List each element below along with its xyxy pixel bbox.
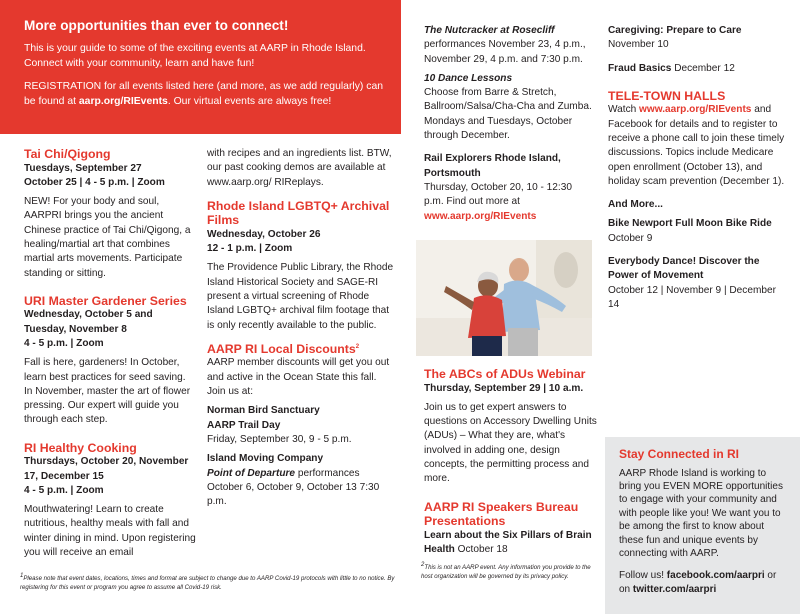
- rail-explorers-link[interactable]: www.aarp.org/RIEvents: [424, 210, 537, 222]
- intro-title: More opportunities than ever to connect!: [24, 18, 289, 33]
- adu-date: Thursday, September 29 | 10 a.m.: [424, 382, 584, 394]
- moving-company-name: Island Moving Company: [207, 453, 324, 465]
- tai-chi-title: Tai Chi/Qigong: [24, 147, 111, 161]
- adu-title: The ABCs of ADUs Webinar: [424, 367, 586, 381]
- telehalls-title: TELE-TOWN HALLS: [608, 88, 726, 103]
- rail-explorers-title: Rail Explorers Rhode Island, Portsmouth: [424, 153, 561, 179]
- gardener-time: 4 - 5 p.m. | Zoom: [24, 337, 104, 349]
- intro-paragraph: This is your guide to some of the exciting events at AARP in Rhode Island. Connect with your community, learn and have fun!: [24, 43, 366, 70]
- cooking-description: Mouthwatering! Learn to create nutritious, healthy meals with fall and winter dining in mind. Upon registering you will receive an email: [24, 504, 196, 559]
- bike-ride-title: Bike Newport Full Moon Bike Ride: [608, 218, 772, 230]
- bike-ride-date: October 9: [608, 232, 653, 244]
- fraud-title: Fraud Basics: [608, 62, 672, 74]
- intro-registration-end: . Our virtual events are always free!: [167, 96, 332, 108]
- dance-lessons-description: Choose from Barre & Stretch, Ballroom/Salsa/Cha-Cha and Zumba. Mondays and Tuesdays, October through December.: [424, 87, 592, 142]
- nutcracker-title: The Nutcracker at Rosecliff: [424, 25, 555, 36]
- telehalls-link[interactable]: www.aarp.org/RIEvents: [639, 104, 752, 116]
- everybody-dance-dates: October 12 | November 9 | December 14: [608, 284, 776, 310]
- footnote-1-text: Please note that event dates, locations, times and format are subject to change due to AARP Covid-19 protocols with little to no notice. By registering for this event or program you agree to assume all Covid-19 risk.: [20, 575, 395, 591]
- films-date: Wednesday, October 26: [207, 228, 321, 240]
- facebook-link[interactable]: facebook.com/aarpri: [666, 570, 765, 582]
- tai-chi-description: NEW! For your body and soul, AARPRI brings you the ancient Chinese practice of Tai Chi/Qigong, a healing/martial art that combines martial arts movements. Participate standing or sitting.: [24, 196, 191, 279]
- telehalls-description: [608, 103, 786, 189]
- footnote-non-aarp: [421, 563, 599, 581]
- registration-link[interactable]: aarp.org/RIEvents: [78, 96, 168, 108]
- speakers-title: AARP RI Speakers Bureau Presentations: [424, 499, 579, 529]
- caregiving-title: Caregiving: Prepare to Care: [608, 25, 742, 36]
- intro-registration: [24, 79, 385, 110]
- adu-description: Join us to get expert answers to questions on Accessory Dwelling Units (ADUs) – What they are, what's involved in adding one, design concepts, the permitting process and more.: [424, 401, 597, 485]
- twitter-link[interactable]: twitter.com/aarpri: [632, 583, 717, 595]
- stay-connected-box: [605, 437, 800, 614]
- stay-connected-title: Stay Connected in RI: [619, 447, 740, 461]
- follow-us: [619, 569, 790, 596]
- telehalls-body: and Facebook for details and to register to receive a phone call to join these timely discussions. Topics include Medicare open enrollment (October 13), and holiday scam prevention (December 1).: [608, 104, 785, 187]
- films-title: Rhode Island LGBTQ+ Archival Films: [207, 198, 390, 228]
- everybody-dance-title: Everybody Dance! Discover the Power of Movement: [608, 256, 760, 282]
- gardener-title: URI Master Gardener Series: [24, 293, 187, 308]
- cooking-time: 4 - 5 p.m. | Zoom: [24, 484, 104, 496]
- events-column-3-bottom: [424, 367, 598, 557]
- footnote-1-mark: 1: [20, 572, 24, 579]
- tai-chi-time: October 25 | 4 - 5 p.m. | Zoom: [24, 176, 165, 188]
- more-title: And More...: [608, 199, 663, 211]
- nutcracker-dates: performances November 23, 4 p.m., November 29, 4 p.m. and 7:30 p.m.: [424, 39, 586, 65]
- discounts-description: AARP member discounts will get you out and active in the Ocean State this fall. Join us at:: [207, 357, 390, 398]
- dancing-couple-photo: [416, 240, 592, 356]
- rail-explorers-date: Thursday, October 20, 10 - 12:30 p.m. Find out more at: [424, 181, 572, 208]
- discounts-title: [207, 342, 397, 357]
- speakers-date: October 18: [454, 543, 508, 555]
- events-column-4: [608, 24, 786, 312]
- caregiving-date: November 10: [608, 39, 669, 51]
- moving-company-details: [207, 467, 397, 510]
- discounts-title-text: AARP RI Local Discounts: [207, 341, 356, 356]
- speakers-subtitle: Learn about the Six Pillars of Brain Health: [424, 529, 592, 555]
- films-description: The Providence Public Library, the Rhode Island Historical Society and SAGE-RI present a virtual screening of Rhode Island LGBTQ+ archival film footage that is only recently available to the public.: [207, 262, 394, 331]
- films-time: 12 - 1 p.m. | Zoom: [207, 243, 293, 255]
- follow-us-text: Follow us!: [619, 570, 667, 582]
- cooking-date: Thursdays, October 20, November 17, December 15: [24, 456, 189, 482]
- trail-day-name: AARP Trail Day: [207, 419, 281, 431]
- show-dates: performances October 6, October 9, October 13 7:30 p.m.: [207, 467, 380, 508]
- footnote-2-mark: 2: [421, 561, 425, 568]
- cooking-description-continued: with recipes and an ingredients list. BTW, our past cooking demos are available at www.aarp.org/ RIReplays.: [207, 148, 392, 188]
- footnote-covid: [20, 574, 405, 592]
- events-column-2: [207, 147, 397, 509]
- discounts-footnote-mark: 2: [355, 343, 360, 350]
- events-column-1: [24, 147, 196, 560]
- dancing-couple-illustration: [416, 240, 592, 356]
- footnote-2-text: This is not an AARP event. Any information you provide to the host organization will be governed by its privacy policy.: [421, 564, 591, 580]
- intro-banner: [0, 0, 401, 134]
- cooking-title: RI Healthy Cooking: [24, 440, 137, 455]
- fraud-line: [608, 62, 786, 76]
- fraud-date: December 12: [671, 62, 735, 74]
- show-title: Point of Departure: [207, 467, 296, 479]
- follow-us-or: or on: [619, 570, 777, 595]
- gardener-description: Fall is here, gardeners! In October, learn best practices for seed saving. In November, master the art of flower pressing. Our expert will guide you through each step.: [24, 357, 191, 426]
- trail-day-date: Friday, September 30, 9 - 5 p.m.: [207, 433, 352, 445]
- events-column-3: [424, 24, 594, 224]
- bird-sanctuary-name: Norman Bird Sanctuary: [207, 405, 320, 417]
- gardener-date: Wednesday, October 5 and Tuesday, November 8: [24, 309, 153, 335]
- stay-connected-description: AARP Rhode Island is working to bring you EVEN MORE opportunities to engage with your community and with people like you! We want you to be among the first to know about these fun and unique events by connecting with AARP.: [619, 467, 783, 559]
- tai-chi-date: Tuesdays, September 27: [24, 162, 142, 174]
- speakers-details: [424, 529, 598, 558]
- intro-registration-text: REGISTRATION for all events listed here (and more, as we add regularly) can be found at: [24, 80, 384, 108]
- dance-lessons-title: 10 Dance Lessons: [424, 72, 513, 84]
- telehalls-body-start: Watch: [608, 104, 640, 116]
